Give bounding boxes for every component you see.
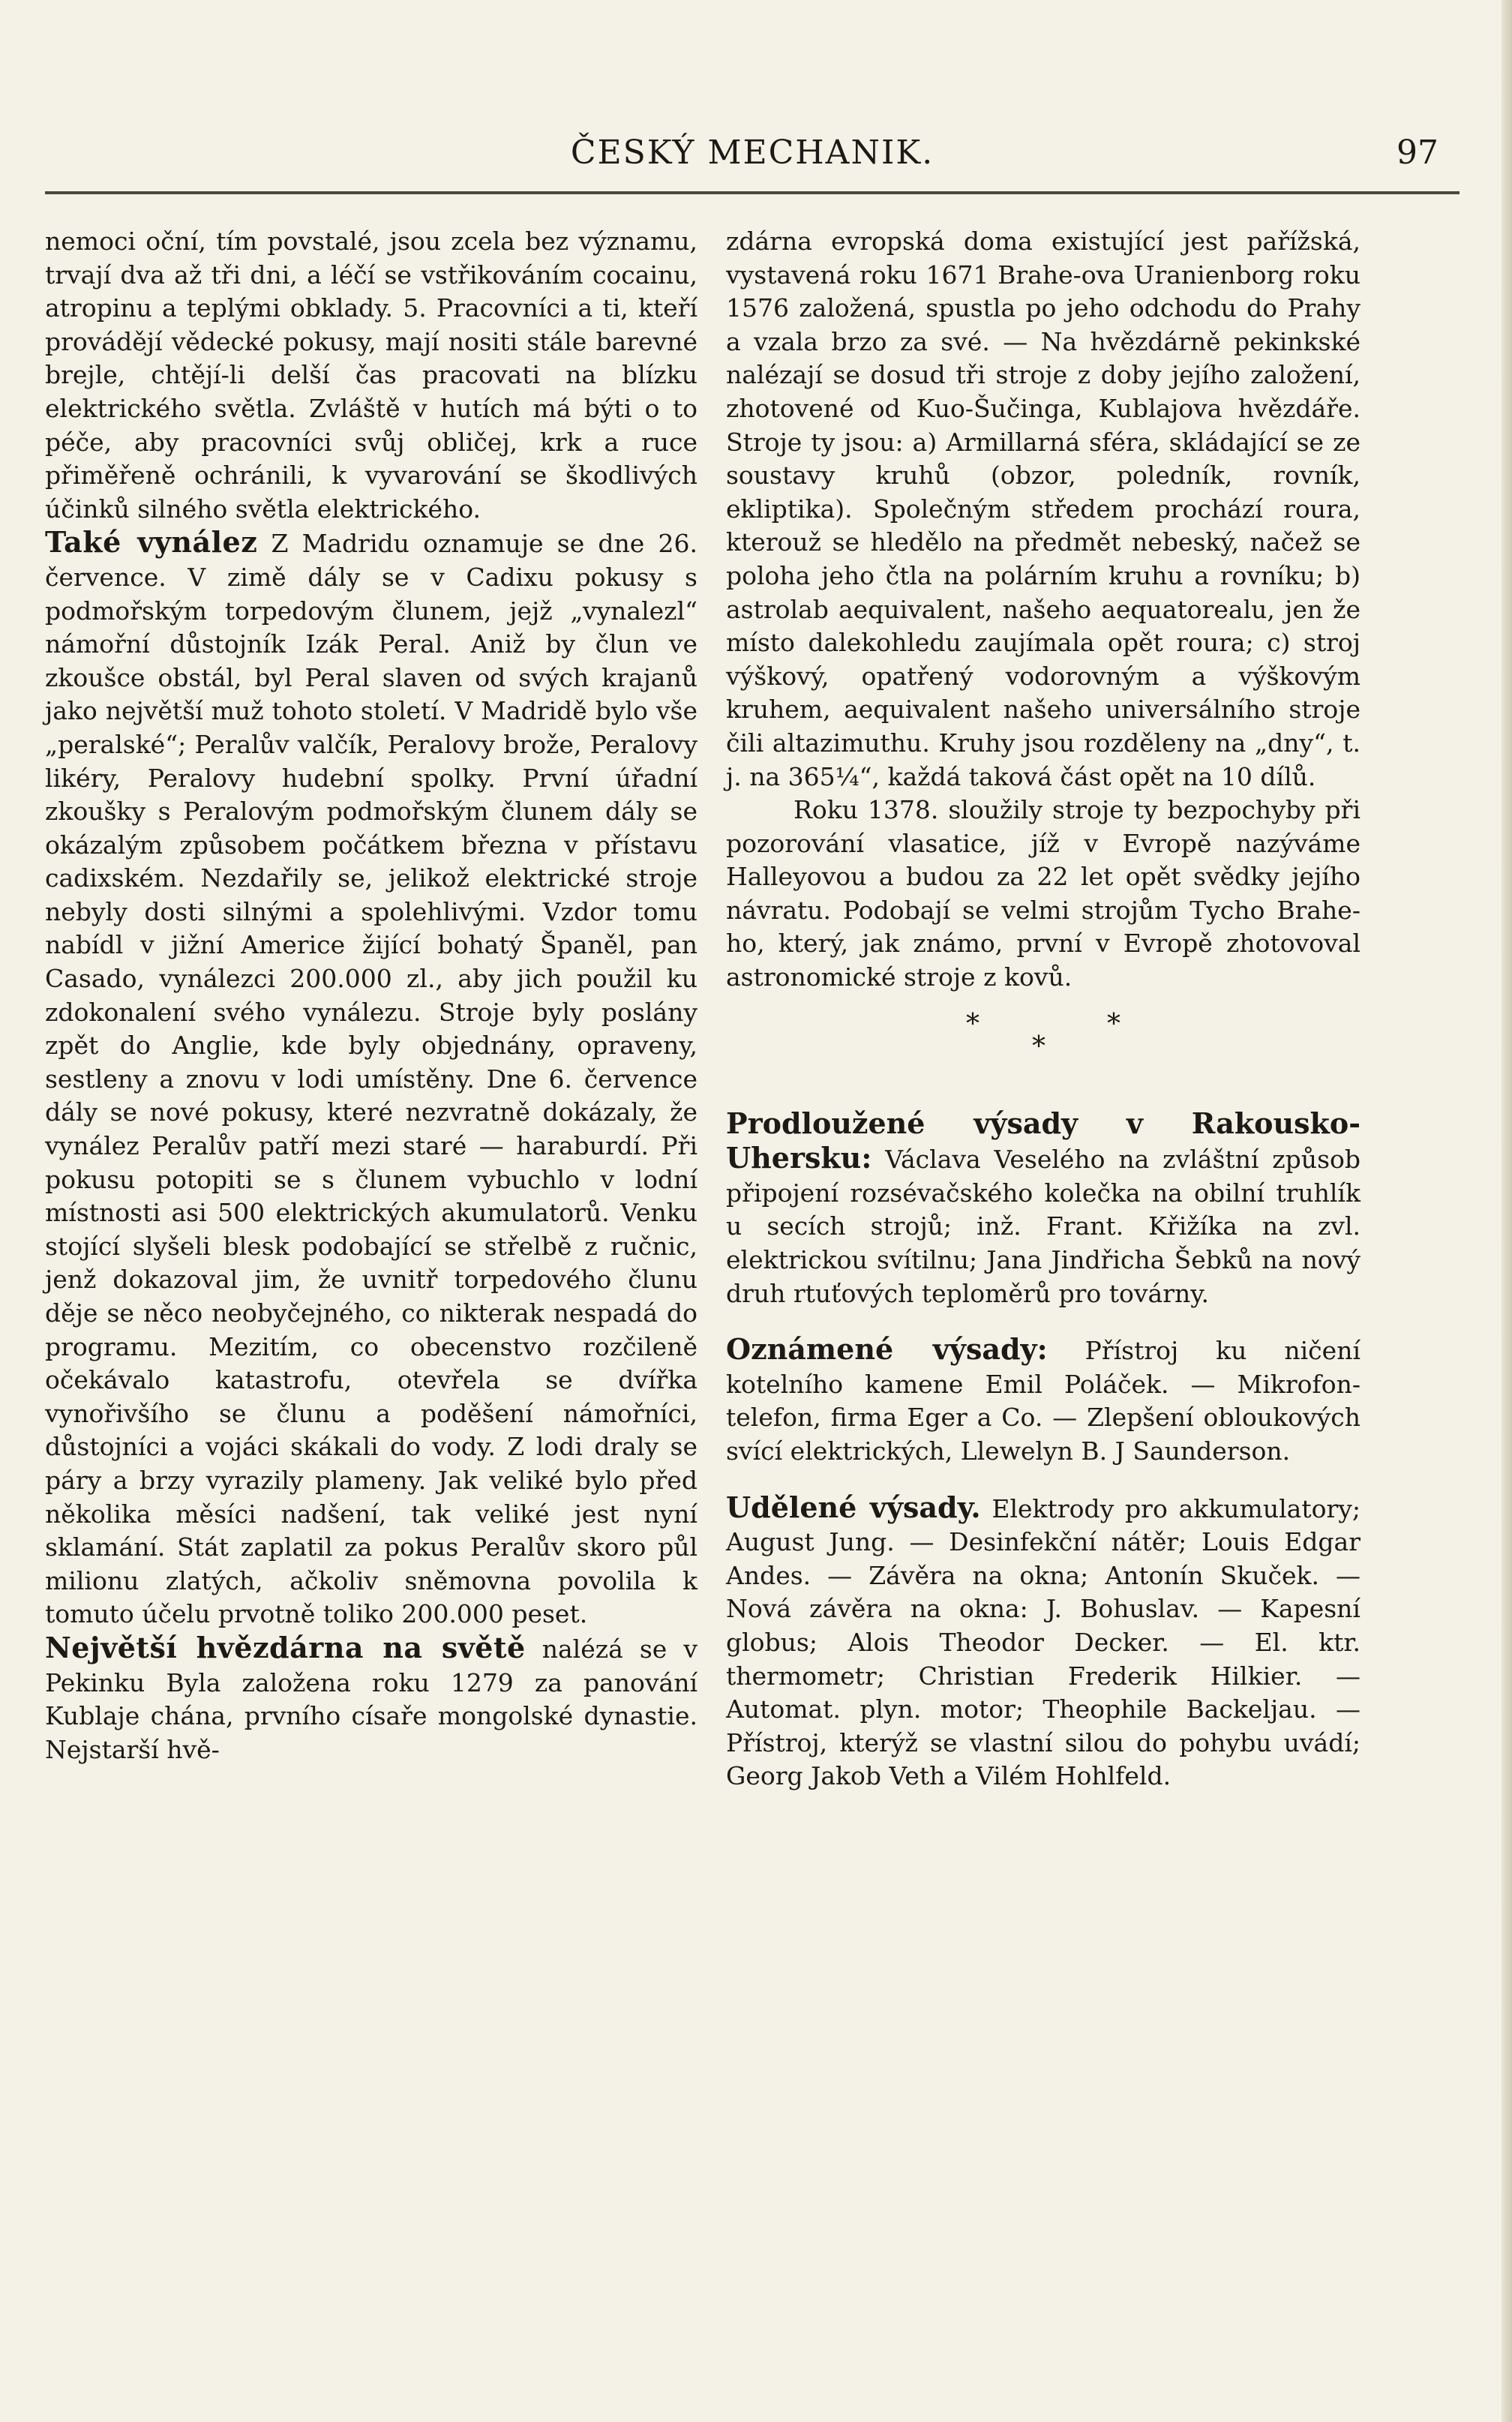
page-header <box>45 134 1460 194</box>
heading-oznamene-vysady: Oznámené výsady: <box>726 1332 1048 1367</box>
header-rule <box>45 191 1460 194</box>
prolonged-patents-text: Václava Veselého na zvláštní způsob připojení rozsévačského kolečka na obilní truhlík u secích strojů; inž. Frant. Křižíka na zvl. elektrickou svítilnu; Jana Jindřicha Šebků na nový druh rtuťových teploměrů pro továrny. <box>726 1145 1360 1308</box>
left-column <box>45 225 698 1766</box>
section-prolonged-patents <box>726 1107 1360 1311</box>
section-granted-patents <box>726 1491 1360 1793</box>
asterisk: * <box>966 1008 980 1040</box>
journal-title: ČESKÝ MECHANIK. <box>570 134 934 172</box>
heading-nejvetsi-hvezdarna: Největší hvězdárna na světě <box>45 1630 526 1664</box>
scan-edge <box>1502 0 1512 2422</box>
right-column <box>726 225 1360 1793</box>
announced-patents-text: Přístroj ku ničení kotelního kamene Emil Poláček. — Mikrofon-telefon, firma Eger a Co. — Zlepšení obloukových svící elektrických, Llewelyn B. J Saunderson. <box>726 1336 1361 1466</box>
page-number: 97 <box>1396 134 1438 172</box>
section-announced-patents <box>726 1333 1360 1468</box>
article-observatory-text: nalézá se v Pekinku Byla založena roku 1279 za panování Kublaje chána, prvního císaře mongolské dynastie. Nejstarší hvě- <box>45 1634 698 1764</box>
article-peral-text: Z Madridu oznamuje se dne 26. července. V zimě dály se v Cadixu pokusy s podmořským torpedovým člunem, jejž „vynalezl“ námořní důstojník Izák Peral. Aniž by člun ve zkoušce obstál, byl Peral slaven od svých krajanů jako největší muž tohoto století. V Madridě bylo vše „peralské“; Peralův valčík, Peralovy brože, Peralovy likéry, Peralovy hudební spolky. První úřadní zkoušky s Peralovým podmořským člunem dály se okázalým způsobem počátkem března v přístavu cadixském. Nezdařily se, jelikož elektrické stroje nebyly dosti silnými a spolehlivými. Vzdor tomu nabídl v jižní Americe žijící bohatý Španěl, pan Casado, vynálezci 200.000 zl., aby jich použil ku zdokonalení svého vynálezu. Stroje byly poslány zpět do Anglie, kde byly objednány, opraveny, sestleny a znovu v lodi umístěny. Dne 6. července dály se nové pokusy, které nezvratně dokázaly, že vynález Peralův patří mezi staré — haraburdí. Při pokusu potopiti se s člunem vybuchlo v lodní místnosti asi 500 elektrických akumulatorů. Venku stojící slyšeli blesk podobající se střelbě z ručnic, jenž dokazoval jim, že uvnitř torpedového člunu děje se něco neobyčejného, co nikterak nespadá do programu. Mezitím, co obecenstvo rozčileně očekávalo katastrofu, otevřela se dvířka vynořivšího se člunu a poděšení námořníci, důstojníci a vojáci skákali do vody. Z lodi draly se páry a brzy vyrazily plameny. Jak veliké bylo před několika měsíci nadšení, tak veliké jest nyní sklamání. Stát zaplatil za pokus Peralův skoro půl milionu zlatých, ačkoliv sněmovna povolila k tomuto účelu prvotně toliko 200.000 peset. <box>45 529 698 1629</box>
asterisk: * <box>1032 1031 1046 1062</box>
heading-take-vynalez: Také vynález <box>45 525 258 560</box>
granted-patents-text: Elektrody pro akkumulatory; August Jung. — Desinfekční nátěr; Louis Edgar Andes. — Závěra na okna; Antonín Skuček. — Nová závěra na okna: J. Bohuslav. — Kapesní globus; Alois Theodor Decker. — El. ktr. thermometr; Christian Frederik Hilkier. — Automat. plyn. motor; Theophile Backeljau. — Přístroj, kterýž se vlastní silou do pohybu uvádí; Georg Jakob Veth a Vilém Hohlfeld. <box>726 1493 1360 1791</box>
paragraph-observatory-cont: zdárna evropská doma existující jest pařížská, vystavená roku 1671 Brahe-ova Uranienborg roku 1576 založená, spustla po jeho odchodu do Prahy a vzala brzo za své. — Na hvězdárně pekinkské nalézají se dosud tři stroje z doby jejího založení, zhotovené od Kuo-Šučinga, Kublajova hvězdáře. Stroje ty jsou: a) Armillarná sféra, skládající se ze soustavy kruhů (obzor, poledník, rovník, ekliptika). Společným středem prochází roura, kterouž se hledělo na předmět nebeský, načež se poloha jeho čtla na polárním kruhu a rovníku; b) astrolab aequivalent, našeho aequatorealu, jen že místo dalekohledu zaujímala opět roura; c) stroj výškový, opatřený vodorovným a výškovým kruhem, aequivalent našeho universálního stroje čili altazimuthu. Kruhy jsou rozděleny na „dny“, t. j. na 365¼“, každá taková část opět na 10 dílů. <box>726 227 1360 791</box>
section-divider <box>726 995 1360 1107</box>
paragraph-eye-disease: nemoci oční, tím povstalé, jsou zcela bez významu, trvají dva až tři dni, a léčí se vstřikováním cocainu, atropinu a teplými obklady. 5. Pracovníci a ti, kteří provádějí vědecké pokusy, mají nositi stále barevné brejle, chtějí-li delší čas pracovati na blízku elektrického světla. Zvláště v hutích má býti o to péče, aby pracovníci svůj obličej, krk a ruce přiměřeně ochránili, k vyvarování se škodlivých účinků silného světla elektrického. <box>45 227 698 524</box>
heading-udelene-vysady: Udělené výsady. <box>726 1490 981 1524</box>
article-observatory <box>45 1631 698 1766</box>
paragraph-comet: Roku 1378. sloužily stroje ty bezpochyby při pozorování vlasatice, jíž v Evropě nazýváme Halleyovou a budou za 22 let opět svědky jejího návratu. Podobají se velmi strojům Tycho Brahe-ho, který, jak známo, první v Evropě zhotovoval astronomické stroje z kovů. <box>726 795 1360 992</box>
asterisk: * <box>1107 1008 1120 1040</box>
heading-prodlouzene-vysady: Prodloužené výsady v Rakousko-Uhersku: <box>726 1106 1360 1175</box>
article-peral <box>45 526 698 1631</box>
